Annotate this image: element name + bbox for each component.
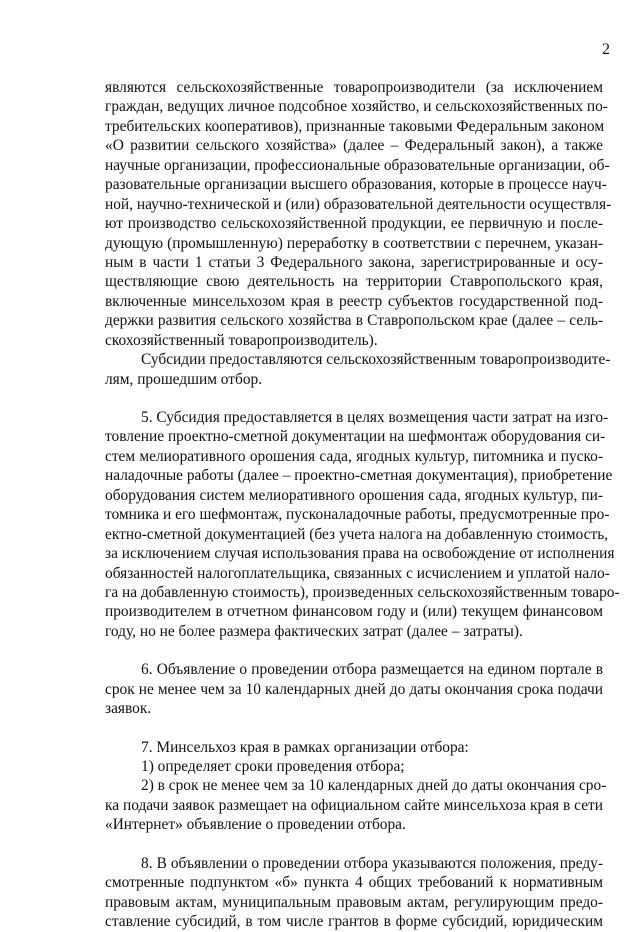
text-line: лям, прошедшим отбор.	[105, 370, 263, 388]
text-line: Субсидии предоставляются сельскохозяйственным товаропроизводите-	[141, 351, 611, 369]
text-line: га на добавленную стоимость), произведенных сельскохозяйственным товаро-	[105, 583, 620, 601]
text-line: требительских кооперативов), признанные таковыми Федеральным законом	[105, 117, 605, 135]
text-line: ным в части 1 статьи 3 Федерального закона, зарегистрированные и осу-	[105, 253, 603, 271]
text-line: «О развитии сельского хозяйства» (далее – Федеральный закон), а также	[105, 137, 603, 155]
text-line: смотренные подпунктом «б» пункта 4 общих требований к нормативным	[105, 874, 603, 892]
text-line: товление проектно-сметной документации на шефмонтаж оборудования си-	[105, 428, 606, 446]
text-line: включенные минсельхозом края в реестр субъектов государственной под-	[105, 292, 603, 310]
text-line: оборудования систем мелиоративного орошения сада, ягодных культур, пи-	[105, 486, 603, 504]
text-line: 1) определяет сроки проведения отбора;	[141, 758, 405, 775]
text-line: 2) в срок не менее чем за 10 календарных дней до даты окончания сро-	[141, 777, 607, 795]
text-line: срок не менее чем за 10 календарных дней до даты окончания срока подачи	[105, 680, 603, 698]
text-line: заявок.	[105, 700, 152, 718]
text-line: «Интернет» объявление о проведении отбора.	[105, 816, 406, 834]
paragraph	[105, 408, 620, 641]
text-line: за исключением случая использования права на освобождение от исполнения	[105, 545, 615, 563]
text-line: ществляющие свою деятельность на территории Ставропольского края,	[105, 273, 603, 291]
text-line: граждан, ведущих личное подсобное хозяйство, и сельскохозяйственных по-	[105, 98, 608, 116]
text-line: являются сельскохозяйственные товаропроизводители (за исключением	[105, 79, 603, 96]
paragraph	[105, 660, 603, 718]
text-line: правовым актам, муниципальным правовым актам, регулирующим предо-	[105, 893, 603, 911]
text-line: держки развития сельского хозяйства в Ставропольском крае (далее – сель-	[105, 312, 603, 330]
text-line: томника и его шефмонтаж, пусконаладочные работы, предусмотренные про-	[105, 506, 610, 524]
text-line: 7. Минсельхоз края в рамках организации отбора:	[141, 738, 469, 756]
text-line: разовательные организации высшего образования, которые в процессе науч-	[105, 176, 607, 194]
text-line: 5. Субсидия предоставляется в целях возмещения части затрат на изго-	[141, 409, 609, 426]
text-line: году, но не более размера фактических затрат (далее – затраты).	[105, 622, 523, 640]
text-line: дующую (промышленную) переработку в соответствии с перечнем, указан-	[105, 234, 603, 252]
paragraph	[105, 78, 612, 350]
text-line: научные организации, профессиональные образовательные организации, об-	[105, 156, 610, 174]
text-line: ставление субсидий, в том числе грантов в форме субсидий, юридическим	[105, 913, 603, 931]
text-line: производителем в отчетном финансовом году и (или) текущем финансовом	[105, 603, 603, 621]
text-line: наладочные работы (далее – проектно-сметная документация), приобретение	[105, 467, 613, 485]
paragraph	[105, 854, 603, 932]
paragraph	[105, 776, 607, 834]
text-line: стем мелиоративного орошения сада, ягодных культур, питомника и пуско-	[105, 447, 603, 465]
text-line: ной, научно-технической и (или) образовательной деятельности осуществля-	[105, 195, 612, 213]
text-line: ектно-сметной документацией (без учета налога на добавленную стоимость,	[105, 525, 609, 543]
document-body	[105, 78, 620, 932]
text-line: 6. Объявление о проведении отбора размещается на едином портале в	[141, 661, 603, 679]
paragraph	[105, 350, 611, 389]
text-line: ка подачи заявок размещает на официальном сайте минсельхоза края в сети	[105, 796, 603, 814]
text-line: 8. В объявлении о проведении отбора указываются положения, преду-	[141, 854, 603, 872]
paragraph	[105, 738, 603, 757]
text-line: ют производство сельскохозяйственной продукции, ее первичную и после-	[105, 215, 603, 233]
text-line: обязанностей налогоплательщика, связанных с исчислением и уплатой нало-	[105, 564, 610, 582]
text-line: скохозяйственный товаропроизводитель).	[105, 331, 378, 349]
page-number: 2	[602, 41, 610, 58]
paragraph	[105, 757, 603, 776]
